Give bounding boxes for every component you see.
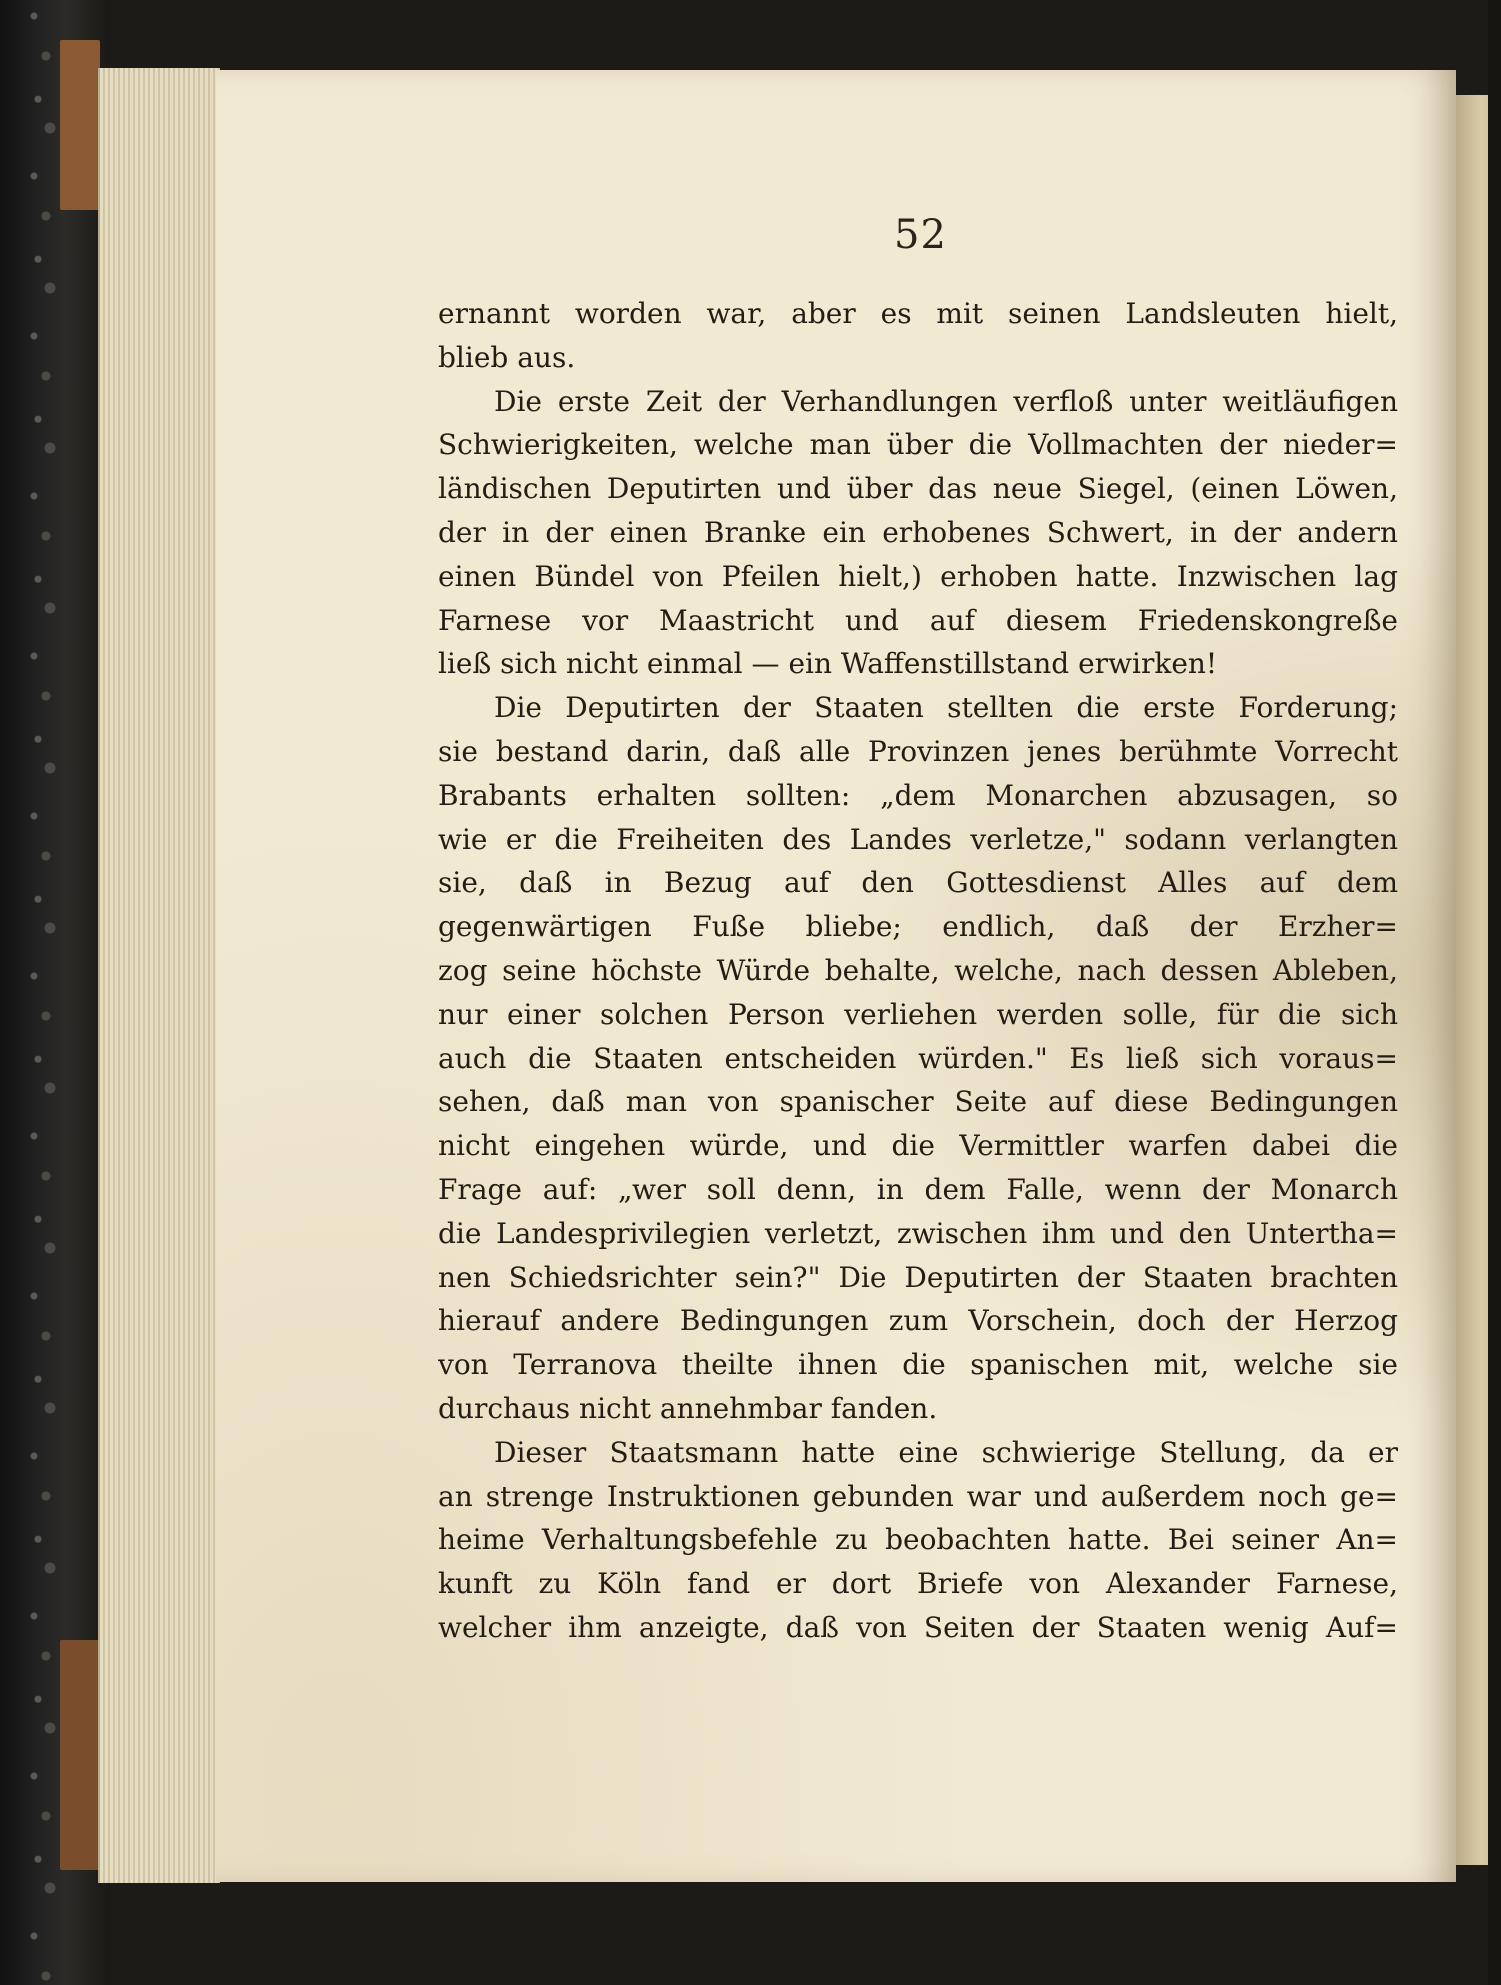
text-line: Dieser Staatsmann hatte eine schwierige Stellung, da er: [494, 1435, 1398, 1469]
text-line: zog seine höchste Würde behalte, welche, nach dessen Ableben,: [438, 953, 1398, 987]
text-line: heime Verhaltungsbefehle zu beobachten hatte. Bei seiner An=: [438, 1523, 1398, 1557]
text-line: Frage auf: „wer soll denn, in dem Falle, wenn der Monarch: [438, 1172, 1398, 1206]
text-line: sie bestand darin, daß alle Provinzen jenes berühmte Vorrecht: [438, 734, 1398, 768]
text-line: einen Bündel von Pfeilen hielt,) erhoben hatte. Inzwischen lag: [438, 559, 1398, 593]
text-line: die Landesprivilegien verletzt, zwischen ihm und den Untertha=: [438, 1216, 1398, 1250]
text-line: nur einer solchen Person verliehen werden solle, für die sich: [438, 997, 1398, 1031]
text-line: Die Deputirten der Staaten stellten die erste Forderung;: [494, 691, 1398, 725]
text-line: nen Schiedsrichter sein?" Die Deputirten der Staaten brachten: [438, 1260, 1398, 1294]
book-cover-left: [0, 0, 110, 1985]
text-line: Schwierigkeiten, welche man über die Vollmachten der nieder=: [438, 428, 1398, 462]
text-line: gegenwärtigen Fuße bliebe; endlich, daß der Erzher=: [438, 910, 1398, 944]
text-line: auch die Staaten entscheiden würden." Es ließ sich voraus=: [438, 1041, 1398, 1075]
text-line: wie er die Freiheiten des Landes verletze," sodann verlangten: [438, 822, 1398, 856]
text-line: Die erste Zeit der Verhandlungen verfloß unter weitläufigen: [494, 384, 1398, 418]
text-line: an strenge Instruktionen gebunden war und außerdem noch ge=: [438, 1479, 1398, 1513]
book-cover-right: [1488, 0, 1501, 1985]
text-line: hierauf andere Bedingungen zum Vorschein, doch der Herzog: [438, 1304, 1398, 1338]
text-line: ernannt worden war, aber es mit seinen Landsleuten hielt,: [438, 297, 1398, 330]
page-number: 52: [894, 212, 947, 258]
cover-texture: [22, 0, 62, 1985]
page-stack-edge: [98, 68, 220, 1883]
text-line: welcher ihm anzeigte, daß von Seiten der Staaten wenig Auf=: [438, 1610, 1398, 1644]
text-line: kunft zu Köln fand er dort Briefe von Alexander Farnese,: [438, 1567, 1398, 1601]
text-line: blieb aus.: [438, 340, 576, 374]
text-line: Farnese vor Maastricht und auf diesem Friedenskongreße: [438, 603, 1398, 637]
text-line: durchaus nicht annehmbar fanden.: [438, 1391, 938, 1425]
cover-leather-corner-top: [60, 40, 100, 210]
text-line: der in der einen Branke ein erhobenes Schwert, in der andern: [438, 515, 1398, 549]
text-line: nicht eingehen würde, und die Vermittler warfen dabei die: [438, 1129, 1398, 1163]
text-line: ließ sich nicht einmal — ein Waffenstillstand erwirken!: [438, 647, 1218, 681]
text-line: sie, daß in Bezug auf den Gottesdienst Alles auf dem: [438, 866, 1398, 900]
text-line: ländischen Deputirten und über das neue Siegel, (einen Löwen,: [438, 472, 1398, 506]
cover-leather-corner-bottom: [60, 1640, 100, 1870]
page-text: [438, 292, 1398, 1650]
text-line: sehen, daß man von spanischer Seite auf diese Bedingungen: [438, 1085, 1398, 1119]
text-line: Brabants erhalten sollten: „dem Monarchen abzusagen, so: [438, 778, 1398, 812]
text-line: von Terranova theilte ihnen die spanischen mit, welche sie: [438, 1348, 1398, 1382]
